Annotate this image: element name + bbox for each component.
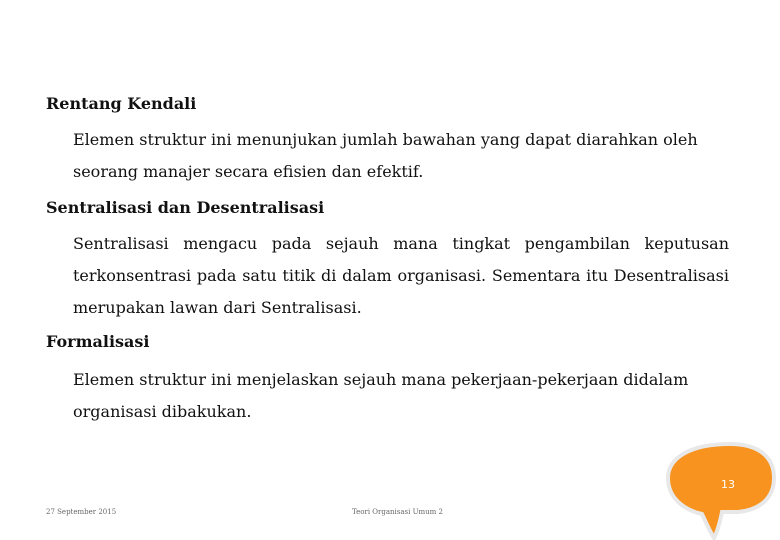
footer-title: Teori Organisasi Umum 2 <box>352 508 443 516</box>
footer-date: 27 September 2015 <box>46 508 117 516</box>
section-body-sentralisasi: Sentralisasi mengacu pada sejauh mana tingkat pengambilan keputusan terkonsentrasi pada satu titik di dalam organisasi. Sementara itu Desentralisasi merupakan lawan dari Sentralisasi. <box>73 234 729 317</box>
section-body-rentang-kendali: Elemen struktur ini menunjukan jumlah bawahan yang dapat diarahkan oleh seorang manajer secara efisien dan efektif. <box>73 130 698 181</box>
speech-bubble-shape <box>668 444 774 538</box>
section-heading-sentralisasi: Sentralisasi dan Desentralisasi <box>46 198 325 217</box>
section-heading-rentang-kendali: Rentang Kendali <box>46 94 197 113</box>
page-number: 13 <box>721 478 735 491</box>
section-body-formalisasi: Elemen struktur ini menjelaskan sejauh mana pekerjaan-pekerjaan didalam organisasi dibakukan. <box>73 370 689 421</box>
section-heading-formalisasi: Formalisasi <box>46 332 150 351</box>
